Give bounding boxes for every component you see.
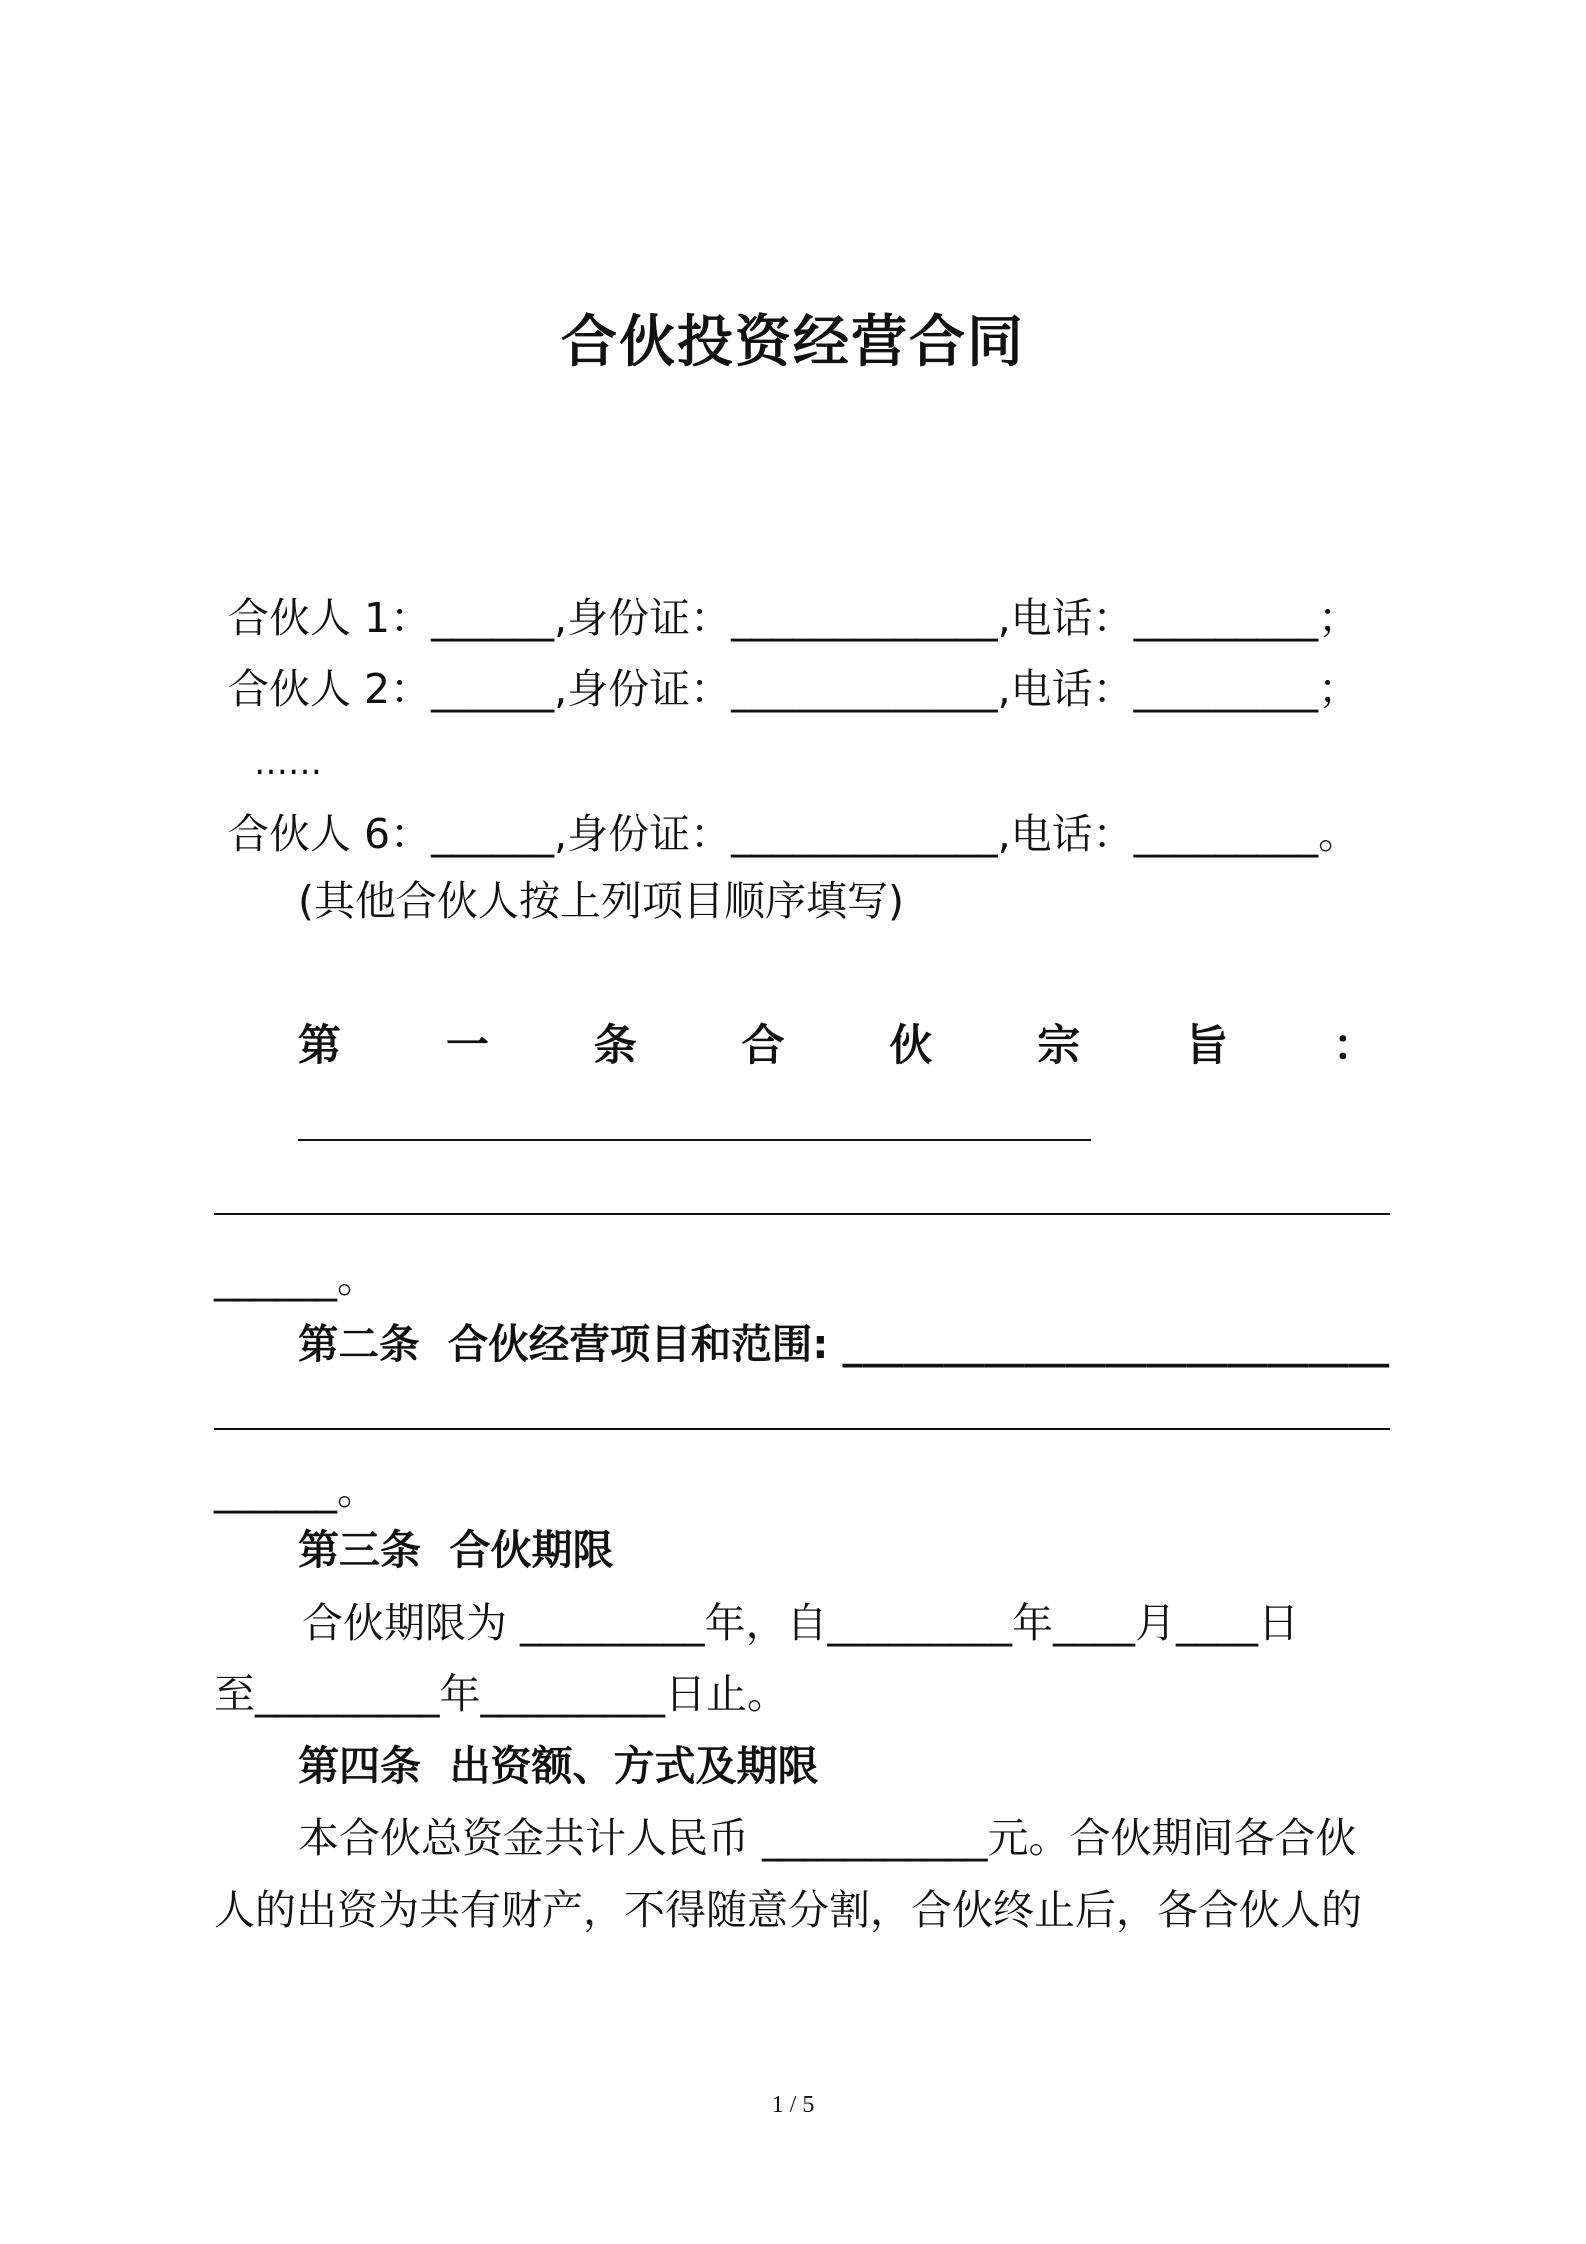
article2-blank-line (214, 1428, 1390, 1430)
article1-heading-char: 一 (445, 1020, 489, 1071)
article1-end: ______。 (214, 1254, 378, 1302)
article2-end: ______。 (214, 1466, 378, 1514)
partner-line-2: 合伙人 2：______,身份证：_____________,电话：_________； (228, 665, 1360, 713)
article3-line1: 合伙期限为 _________年，自_________年____月____日 (302, 1599, 1300, 1647)
partner-note: (其他合伙人按上列项目顺序填写) (298, 877, 904, 925)
partner-line-6: 合伙人 6：______,身份证：_____________,电话：_________。 (228, 810, 1360, 858)
article1-heading-char: 合 (741, 1020, 785, 1071)
article1-blank-line (298, 1139, 1091, 1141)
article3-heading: 第三条 合伙期限 (298, 1526, 614, 1574)
article1-heading-char: 伙 (889, 1020, 933, 1071)
article1-heading-char: 条 (593, 1020, 637, 1071)
article1-heading (298, 1012, 1376, 1072)
article4-line1: 本合伙总资金共计人民币 ___________元。合伙期间各合伙 (298, 1814, 1357, 1862)
page-number: 1 / 5 (771, 2092, 815, 2118)
article4-line2: 人的出资为共有财产，不得随意分割，合伙终止后，各合伙人的 (214, 1886, 1362, 1934)
article1-heading-char: 第 (298, 1020, 341, 1071)
article2-heading: 第二条 合伙经营项目和范围: ___________________________ (298, 1320, 1390, 1368)
partner-line-1: 合伙人 1：______,身份证：_____________,电话：_________； (228, 594, 1360, 642)
article1-blank-line (214, 1213, 1390, 1215)
article3-line2: 至_________年_________日止。 (214, 1670, 788, 1718)
article1-heading-char: 宗 (1037, 1020, 1081, 1071)
partner-ellipsis: …… (254, 743, 322, 783)
document-title: 合伙投资经营合同 (561, 310, 1025, 375)
article4-heading: 第四条 出资额、方式及期限 (298, 1742, 819, 1790)
article1-heading-char: ： (1332, 1020, 1376, 1071)
article1-heading-char: 旨 (1185, 1020, 1229, 1071)
